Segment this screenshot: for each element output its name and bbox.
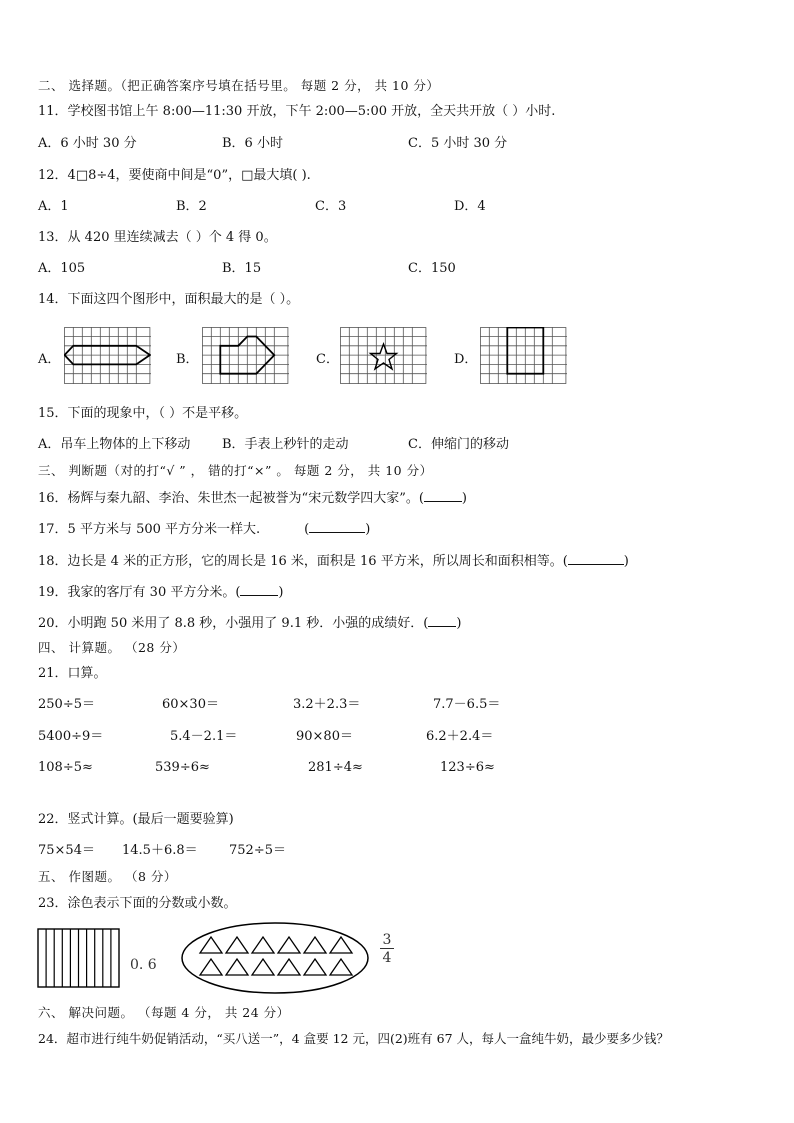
q21-item: 108÷5≈ bbox=[38, 760, 93, 775]
q21-item: 3.2＋2.3＝ bbox=[293, 697, 361, 712]
q21-item: 5.4－2.1＝ bbox=[170, 729, 238, 744]
q21-item: 539÷6≈ bbox=[155, 760, 210, 775]
fraction-numerator: 3 bbox=[380, 932, 394, 949]
question-11-stem: 11．学校图书馆上午 8:00—11:30 开放，下午 2:00—5:00 开放，全天共开放（ ）小时. bbox=[38, 104, 556, 119]
q14-option-d-label: D． bbox=[454, 352, 478, 367]
fraction-label bbox=[380, 932, 394, 967]
section-4-heading: 四、 计算题。 （28 分） bbox=[38, 640, 186, 655]
q14-option-a-label: A． bbox=[38, 352, 61, 367]
q14-figure-c bbox=[340, 327, 427, 384]
q21-item: 7.7－6.5＝ bbox=[433, 697, 501, 712]
q13-option-b: B．15 bbox=[222, 261, 262, 276]
striped-rectangle-figure bbox=[37, 928, 121, 988]
q11-option-c: C．5 小时 30 分 bbox=[408, 136, 508, 151]
answer-blank[interactable] bbox=[428, 614, 456, 627]
q21-item: 6.2＋2.4＝ bbox=[426, 729, 494, 744]
answer-blank[interactable] bbox=[309, 520, 365, 533]
q14-figure-b bbox=[202, 327, 289, 384]
q12-option-d: D．4 bbox=[454, 199, 486, 214]
question-19-stem: 19．我家的客厅有 30 平方分米。( bbox=[38, 585, 241, 600]
q12-option-b: B．2 bbox=[176, 199, 207, 214]
question-20-stem: 20．小明跑 50 米用了 8.8 秒，小强用了 9.1 秒．小强的成绩好．( bbox=[38, 616, 429, 631]
q14-option-b-label: B． bbox=[176, 352, 199, 367]
q21-item: 60×30＝ bbox=[162, 697, 219, 712]
q15-option-c: C．伸缩门的移动 bbox=[408, 437, 509, 452]
q15-option-b: B．手表上秒针的走动 bbox=[222, 437, 349, 452]
answer-blank[interactable] bbox=[424, 489, 462, 502]
q21-item: 250÷5＝ bbox=[38, 697, 95, 712]
answer-blank[interactable] bbox=[240, 583, 278, 596]
decimal-label: 0. 6 bbox=[130, 957, 157, 973]
triangles-oval-figure bbox=[180, 921, 370, 995]
q22-item: 752÷5＝ bbox=[229, 843, 286, 858]
q15-option-a: A．吊车上物体的上下移动 bbox=[38, 437, 191, 452]
question-19 bbox=[38, 583, 284, 601]
q14-option-c-label: C． bbox=[316, 352, 339, 367]
q22-item: 75×54＝ bbox=[38, 843, 95, 858]
q12-option-a: A．1 bbox=[38, 199, 69, 214]
question-21-stem: 21．口算。 bbox=[38, 666, 107, 681]
q11-option-a: A．6 小时 30 分 bbox=[38, 136, 137, 151]
question-17 bbox=[38, 520, 370, 538]
question-18-close: ) bbox=[623, 554, 629, 569]
section-6-heading: 六、 解决问题。 （每题 4 分， 共 24 分） bbox=[38, 1005, 290, 1020]
fraction-denominator: 4 bbox=[382, 950, 392, 966]
q21-item: 281÷4≈ bbox=[308, 760, 363, 775]
question-22-stem: 22．竖式计算。(最后一题要验算) bbox=[38, 812, 234, 827]
q21-item: 5400÷9＝ bbox=[38, 729, 104, 744]
question-24-stem: 24．超市进行纯牛奶促销活动，“买八送一”，4 盒要 12 元，四(2)班有 67 人，每人一盒纯牛奶，最少要多少钱？ bbox=[38, 1031, 670, 1046]
question-17-open: ( bbox=[304, 522, 310, 537]
q22-item: 14.5＋6.8＝ bbox=[122, 843, 198, 858]
q14-figure-d bbox=[480, 327, 567, 384]
section-2-heading: 二、 选择题。（把正确答案序号填在括号里。 每题 2 分， 共 10 分） bbox=[38, 78, 440, 93]
section-3-heading: 三、 判断题（对的打“√ ” ， 错的打“×” 。 每题 2 分， 共 10 分） bbox=[38, 463, 433, 478]
q14-figure-a bbox=[64, 327, 151, 384]
question-18-stem: 18．边长是 4 米的正方形，它的周长是 16 米，面积是 16 平方米，所以周长和面积相等。( bbox=[38, 554, 568, 569]
q13-option-a: A．105 bbox=[38, 261, 86, 276]
q21-item: 90×80＝ bbox=[296, 729, 353, 744]
question-15-stem: 15．下面的现象中，（ ）不是平移。 bbox=[38, 406, 248, 421]
question-18 bbox=[38, 552, 629, 570]
question-23-stem: 23．涂色表示下面的分数或小数。 bbox=[38, 896, 237, 911]
question-17-close: ) bbox=[365, 522, 371, 537]
question-17-stem: 17．5 平方米与 500 平方分米一样大. bbox=[38, 522, 261, 537]
question-20 bbox=[38, 614, 461, 632]
answer-blank[interactable] bbox=[568, 552, 624, 565]
q11-option-b: B．6 小时 bbox=[222, 136, 283, 151]
question-20-close: ) bbox=[456, 616, 462, 631]
q21-item: 123÷6≈ bbox=[440, 760, 495, 775]
question-14-stem: 14．下面这四个图形中，面积最大的是（ ）。 bbox=[38, 292, 300, 307]
q12-option-c: C．3 bbox=[315, 199, 347, 214]
question-16-stem: 16．杨辉与秦九韶、李治、朱世杰一起被誉为“宋元数学四大家”。( bbox=[38, 491, 424, 506]
q13-option-c: C．150 bbox=[408, 261, 456, 276]
question-12-stem: 12．4□8÷4，要使商中间是“0”，□最大填( ). bbox=[38, 168, 311, 183]
question-16 bbox=[38, 489, 467, 507]
question-13-stem: 13．从 420 里连续减去（ ）个 4 得 0。 bbox=[38, 230, 277, 245]
section-5-heading: 五、 作图题。 （8 分） bbox=[38, 869, 177, 884]
question-19-close: ) bbox=[278, 585, 284, 600]
question-16-close: ) bbox=[461, 491, 467, 506]
